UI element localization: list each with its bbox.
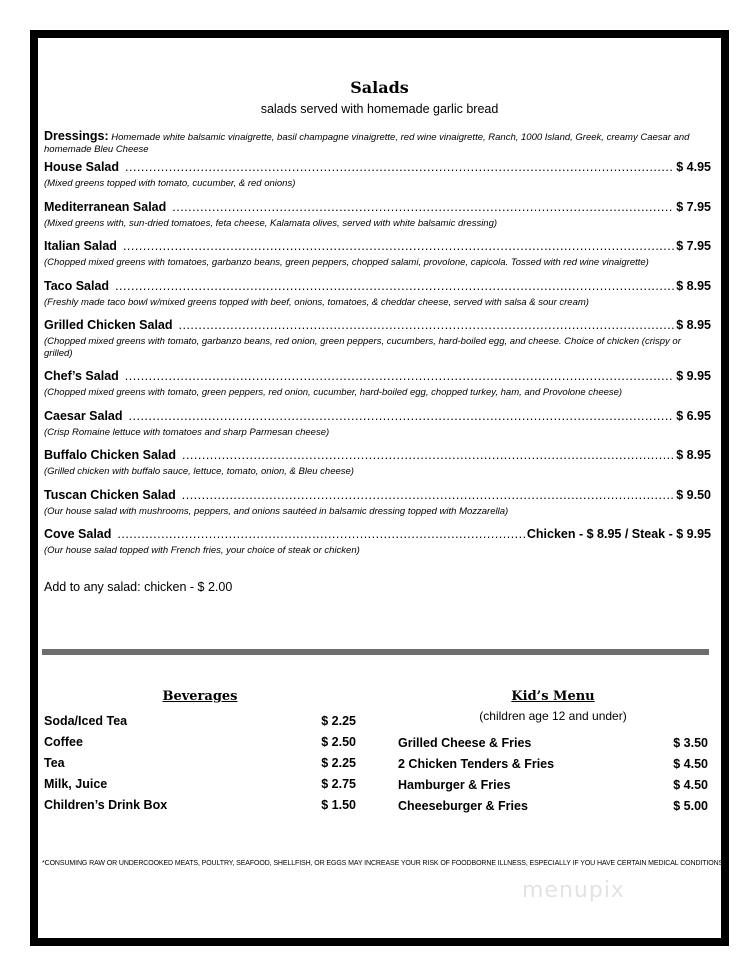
leader-dots (129, 406, 675, 426)
item-description: (Our house salad topped with French fries, your choice of steak or chicken) (44, 545, 360, 556)
dressings-note (44, 130, 711, 156)
menu-item-chefs-salad (44, 366, 711, 399)
leader-dots (117, 524, 524, 544)
menu-item-grilled-chicken-salad (44, 315, 711, 359)
menu-item-buffalo-chicken-salad (44, 445, 711, 478)
beverage-item (44, 732, 356, 753)
item-price: $ 7.95 (676, 239, 711, 253)
dressings-text: Homemade white balsamic vinaigrette, basil champagne vinaigrette, red wine vinaigrette, Ranch, 1000 Island, Greek, creamy Caesar and homemade Bleu Cheese (44, 132, 690, 155)
kids-menu-subtitle: (children age 12 and under) (479, 709, 627, 723)
item-name: Tea (44, 756, 65, 770)
leader-dots (125, 366, 674, 386)
leader-dots (123, 236, 674, 256)
item-price: $ 8.95 (676, 448, 711, 462)
item-description: (Chopped mixed greens with tomato, green peppers, red onion, cucumber, hard-boiled egg, chopped turkey, ham, and Provolone cheese) (44, 387, 623, 398)
item-description: (Freshly made taco bowl w/mixed greens topped with beef, onions, tomatoes, & cheddar cheese, served with salsa & sour cream) (44, 296, 589, 308)
item-name: Grilled Chicken Salad (44, 318, 173, 332)
item-price: $ 2.75 (321, 777, 356, 791)
menu-item-tuscan-chicken-salad (44, 485, 711, 518)
menu-item-taco-salad (44, 276, 711, 309)
menu-item-cove-salad (44, 524, 711, 557)
item-name: Hamburger & Fries (398, 778, 511, 792)
item-name: Milk, Juice (44, 777, 108, 791)
salad-addon-note: Add to any salad: chicken - $ 2.00 (44, 580, 233, 594)
item-name: Buffalo Chicken Salad (44, 448, 176, 462)
menu-item-mediterranean-salad (44, 197, 711, 230)
menu-item-italian-salad (44, 236, 711, 269)
watermark-logo: menupix (522, 878, 625, 903)
item-price: $ 4.50 (673, 757, 708, 771)
item-description: (Grilled chicken with buffalo sauce, lettuce, tomato, onion, & Bleu cheese) (44, 466, 354, 477)
leader-dots (172, 197, 674, 217)
item-name: Mediterranean Salad (44, 199, 167, 214)
beverage-item (44, 753, 356, 774)
item-name: Italian Salad (44, 239, 117, 253)
item-name: Cove Salad (44, 527, 112, 541)
item-description: (Chopped mixed greens with tomato, garbanzo beans, red onion, green peppers, cucumbers, hard-boiled egg, and cheese. Choice of chicken (crispy or grilled) (44, 336, 681, 359)
kids-item (398, 796, 708, 817)
leader-dots (182, 485, 674, 505)
item-name: Tuscan Chicken Salad (44, 487, 176, 502)
item-price: $ 1.50 (321, 798, 356, 812)
item-price: $ 5.00 (673, 799, 708, 813)
item-price: $ 9.50 (676, 487, 711, 502)
item-price: $ 2.25 (321, 714, 356, 728)
item-price: $ 8.95 (676, 278, 711, 293)
item-description: (Our house salad with mushrooms, peppers, and onions sautéed in balsamic dressing topped with Mozzarella) (44, 505, 509, 517)
item-name: Coffee (44, 735, 83, 749)
menu-item-caesar-salad (44, 406, 711, 439)
item-price: $ 3.50 (673, 736, 708, 750)
item-price: Chicken - $ 8.95 / Steak - $ 9.95 (526, 527, 711, 541)
page-subtitle: salads served with homemade garlic bread (260, 102, 499, 116)
item-name: 2 Chicken Tenders & Fries (398, 757, 555, 771)
item-price: $ 4.50 (673, 778, 708, 792)
leader-dots (125, 157, 674, 177)
item-price: $ 2.25 (321, 756, 356, 770)
kids-item (398, 733, 708, 754)
item-price: $ 7.95 (676, 199, 711, 214)
beverages-title: Beverages (162, 689, 238, 704)
item-price: $ 8.95 (676, 318, 711, 332)
kids-item (398, 754, 708, 775)
beverage-item (44, 774, 356, 795)
leader-dots (115, 276, 674, 296)
kids-menu-title: Kid’s Menu (511, 689, 595, 704)
item-name: Soda/Iced Tea (44, 714, 128, 728)
kids-item (398, 775, 708, 796)
dressings-label: Dressings: (44, 129, 109, 143)
item-description: (Mixed greens with, sun-dried tomatoes, feta cheese, Kalamata olives, served with white balsamic dressing) (44, 217, 498, 229)
item-description: (Chopped mixed greens with tomatoes, garbanzo beans, green peppers, chopped salami, provolone, capicola. Tossed with red wine vinaigrette) (44, 257, 649, 268)
page-title: Salads (350, 78, 409, 97)
item-description: (Mixed greens topped with tomato, cucumber, & red onions) (44, 178, 296, 189)
item-price: $ 2.50 (321, 735, 356, 749)
item-name: Taco Salad (44, 278, 110, 293)
health-disclaimer: *CONSUMING RAW OR UNDERCOOKED MEATS, POULTRY, SEAFOOD, SHELLFISH, OR EGGS MAY INCREASE YOUR RISK OF FOODBORNE ILLNESS, ESPECIALLY IF YOU HAVE CERTAIN MEDICAL CONDITIONS (42, 860, 724, 867)
item-name: Caesar Salad (44, 408, 123, 423)
menu-item-house-salad (44, 157, 711, 190)
item-name: Cheeseburger & Fries (398, 799, 528, 813)
item-price: $ 6.95 (676, 408, 711, 423)
beverage-item (44, 711, 356, 732)
item-description: (Crisp Romaine lettuce with tomatoes and sharp Parmesan cheese) (44, 426, 330, 438)
item-price: $ 4.95 (676, 160, 711, 174)
salad-list (44, 157, 711, 564)
item-name: Grilled Cheese & Fries (398, 736, 532, 750)
section-divider (42, 649, 709, 655)
menu-page (30, 30, 729, 946)
item-name: Children’s Drink Box (44, 798, 168, 812)
leader-dots (179, 315, 675, 335)
item-price: $ 9.95 (676, 369, 711, 383)
kids-menu-section (398, 688, 708, 817)
beverages-section (44, 688, 356, 816)
leader-dots (182, 445, 674, 465)
beverage-item (44, 795, 356, 816)
item-name: House Salad (44, 160, 120, 174)
item-name: Chef’s Salad (44, 369, 119, 383)
